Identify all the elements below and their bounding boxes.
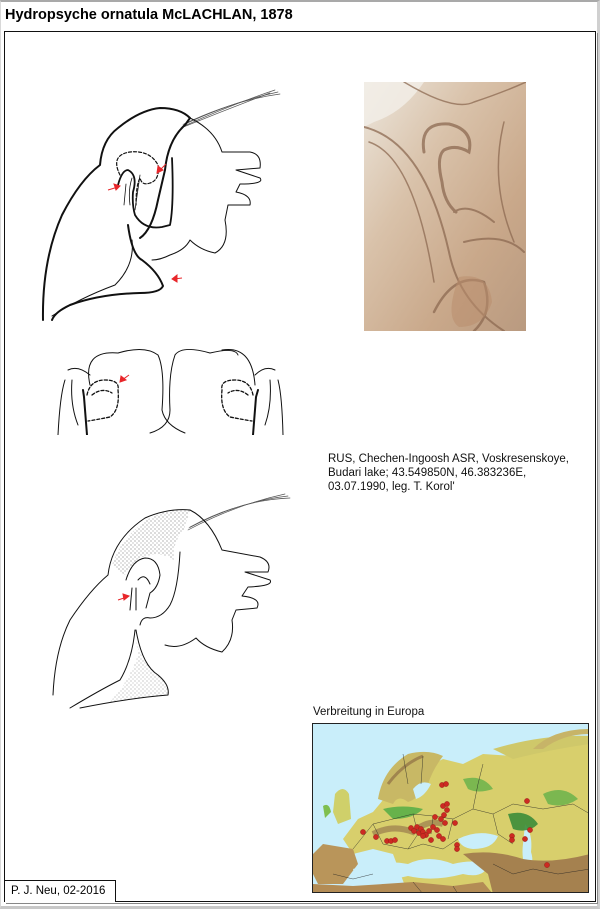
locality-label [328, 452, 588, 494]
locality-line-3: 03.07.1990, leg. T. Korol' [328, 481, 455, 493]
locality-line-2: Budari lake; 43.549850N, 46.383236E, [328, 467, 527, 479]
locality-line-1: RUS, Chechen-Ingoosh ASR, Voskresenskoye, [328, 453, 569, 465]
author-credit: P. J. Neu, 02-2016 [4, 880, 116, 902]
distribution-map [312, 723, 589, 893]
map-title: Verbreitung in Europa [313, 706, 425, 718]
lateral-view-drawing [40, 80, 310, 325]
dorsal-view-drawing [50, 335, 290, 435]
page-title: Hydropsyche ornatula McLACHLAN, 1878 [5, 7, 293, 23]
microscope-photo [364, 82, 526, 331]
stippled-lateral-view-drawing [50, 480, 300, 710]
